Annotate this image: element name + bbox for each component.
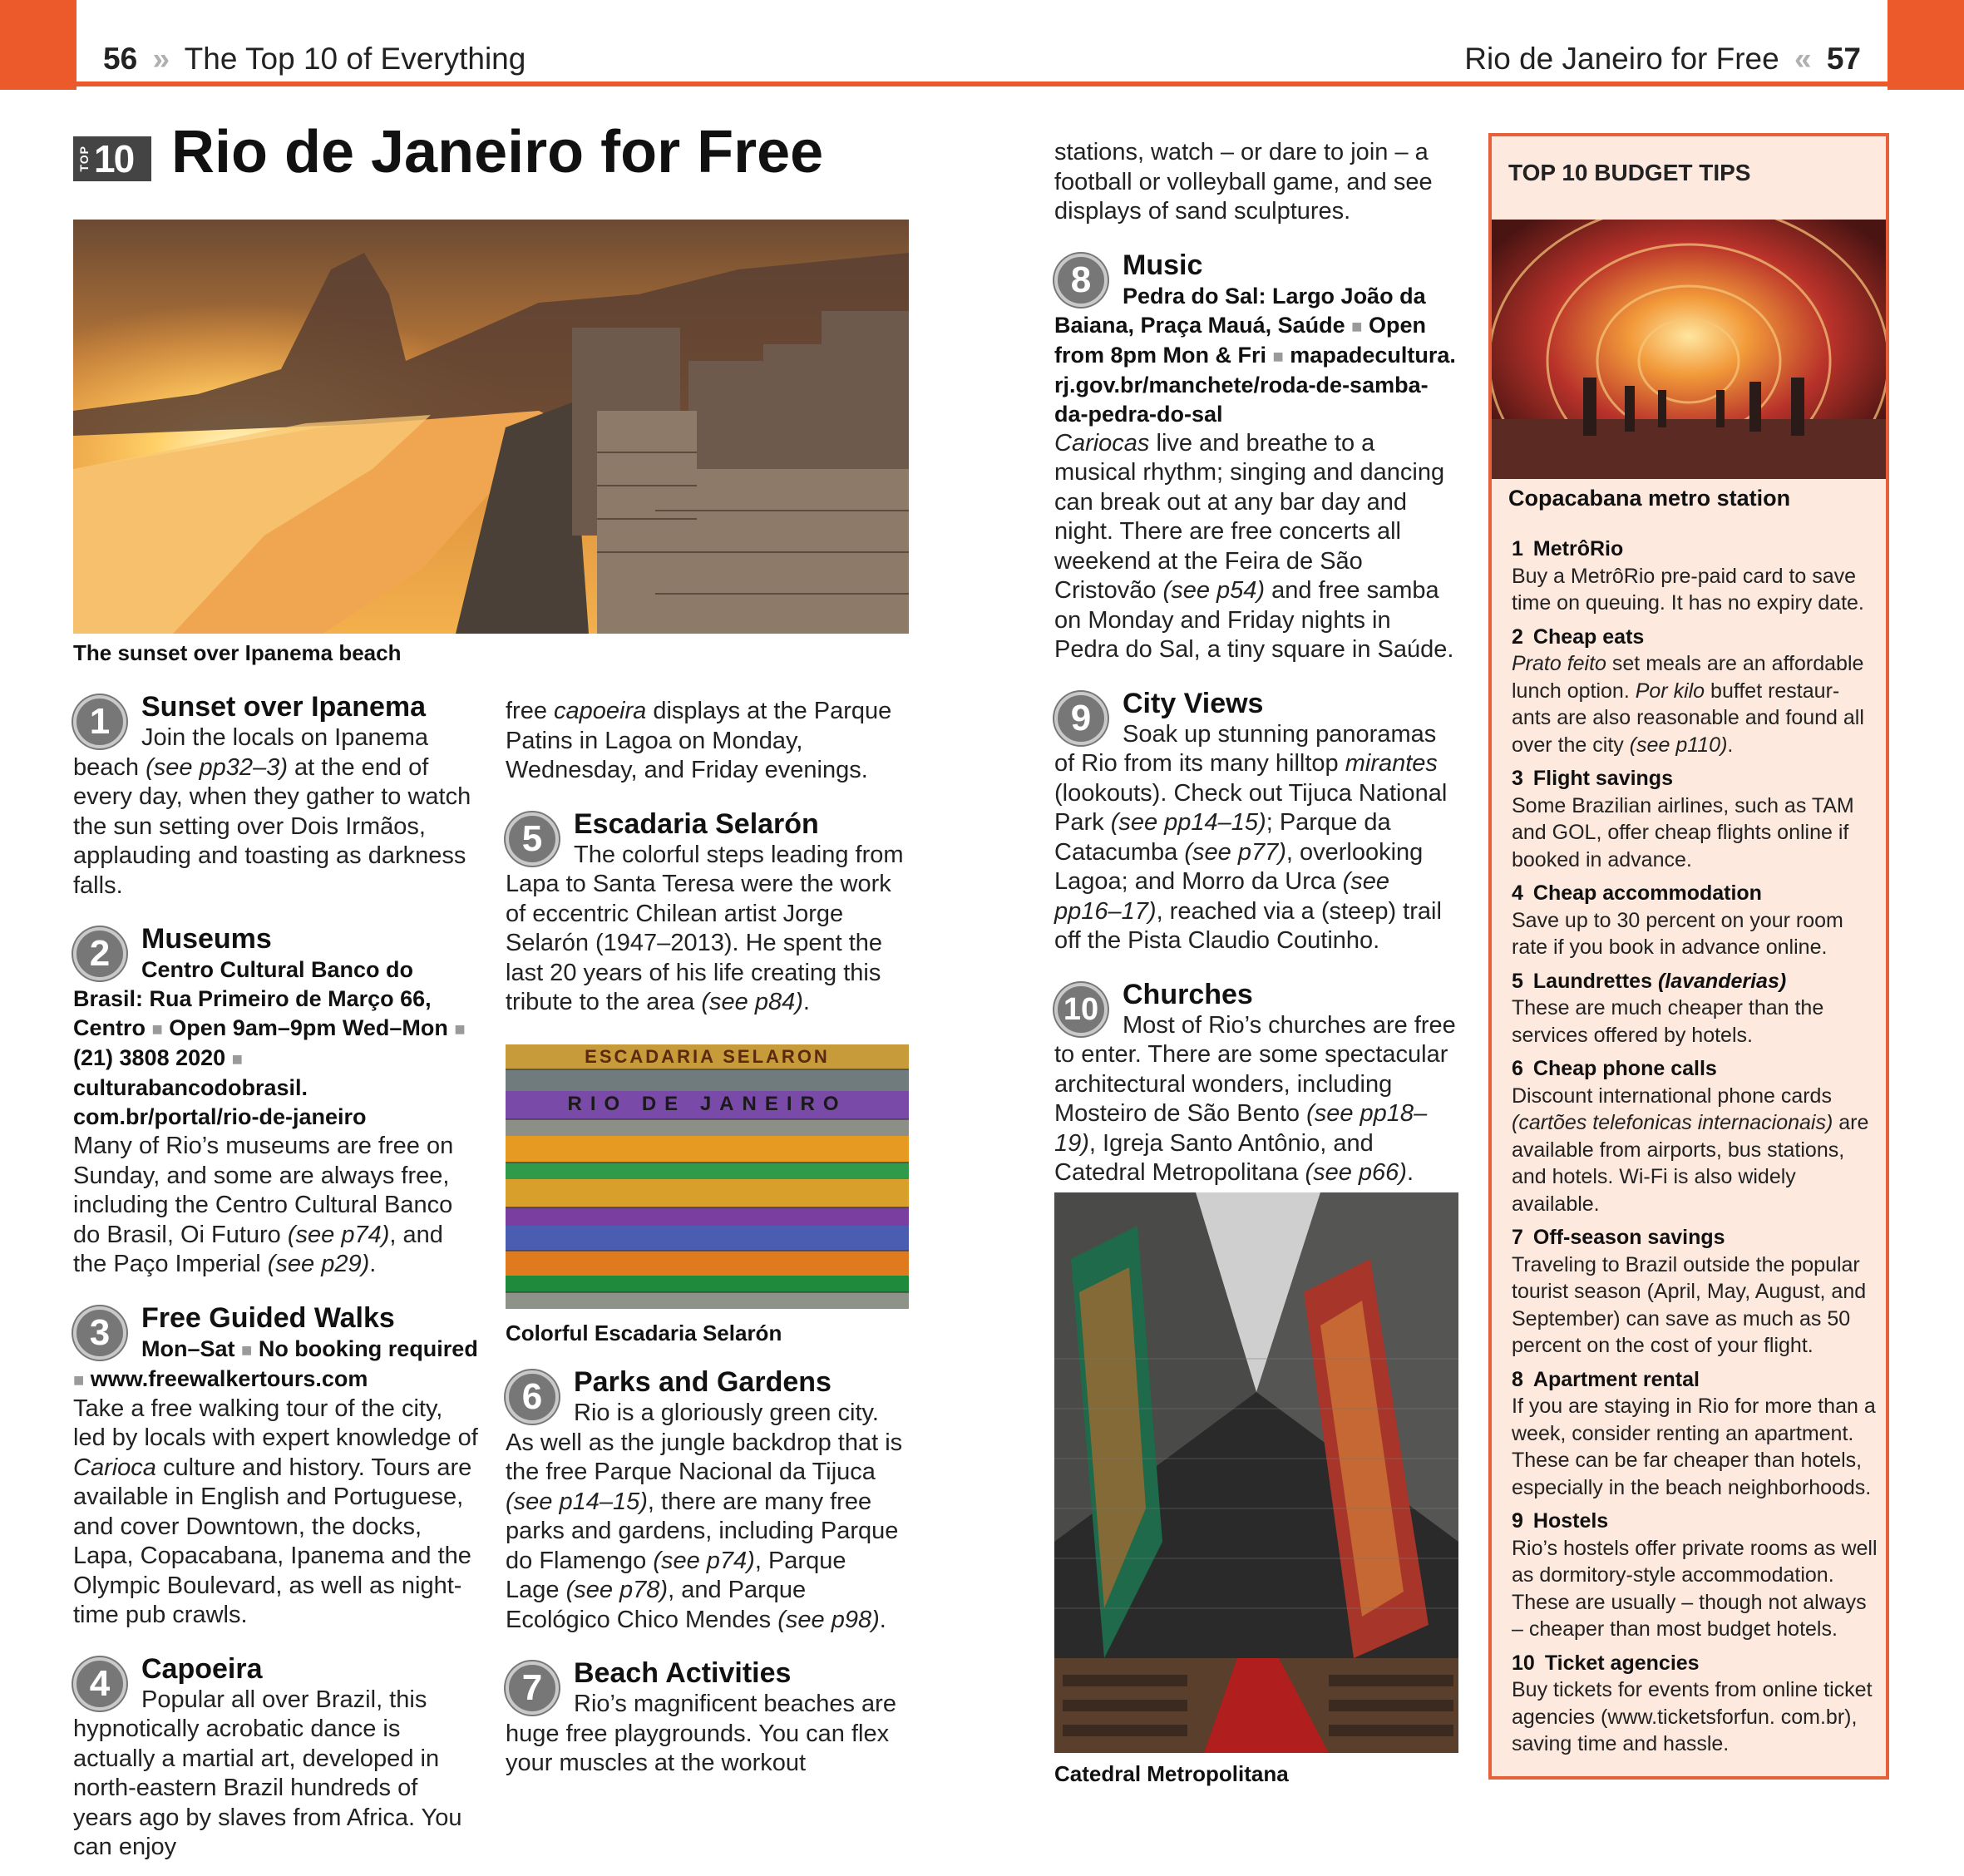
item-body: Rio is a gloriously green city. As well as the jungle backdrop that is the free Parque Nacional da Tijuca (see p14–15), there are many free parks and gardens, including Parque do Flamengo (see p74), Parque Lage (see p78), and Parque Ecológico Chico Mendes (see p98).: [506, 1400, 903, 1633]
list-item: [73, 690, 481, 901]
budget-tip-heading: Flight savings: [1532, 767, 1673, 790]
budget-tip-title: [1512, 624, 1878, 651]
list-item: [1054, 978, 1462, 1188]
budget-tip: [1512, 1366, 1878, 1502]
item-info: Pedra do Sal: Largo João da Baiana, Praça Mauá, Saúde ■ Open from 8pm Mon & Fri ■ mapadecultura. rj.gov.br/manchete/roda-de-samba-da-pedra-do-sal: [1054, 283, 1456, 427]
item-title: Capoeira: [141, 1652, 263, 1685]
sidebar-photo-caption: Copacabana metro station: [1508, 486, 1791, 511]
item-body: Rio’s magnificent beaches are huge free playgrounds. You can flex your muscles at the workout: [506, 1691, 896, 1776]
selaron-sign-top: ESCADARIA SELARON: [585, 1046, 830, 1067]
column-2: [506, 697, 906, 1039]
column-2-lower: [506, 1365, 906, 1800]
catedral-metropolitana-photo: [1054, 1192, 1458, 1753]
item-number-badge: 3: [73, 1306, 126, 1360]
item-body: Soak up stunning panoramas of Rio from its many hilltop mirantes (lookouts). Check out Tijuca National Park (see pp14–15); Parque da Catacumba (see p77), overlooking Lagoa; and Morro da Urca (see pp16–17), reached via a (steep) trail off the Pista Claudio Coutinho.: [1054, 720, 1448, 954]
item-number-badge: 10: [1054, 983, 1108, 1036]
item-info: Mon–Sat ■ No booking required ■ www.freewalkertours.com: [73, 1335, 478, 1391]
item-body: free capoeira displays at the Parque Patins in Lagoa on Monday, Wednesday, and Friday evenings.: [506, 698, 892, 783]
item-number-badge: 6: [506, 1370, 559, 1424]
budget-tip-title: [1512, 1650, 1878, 1677]
budget-tip-title: [1512, 536, 1878, 563]
budget-tip-title: [1512, 1224, 1878, 1251]
budget-tips-sidebar: [1488, 133, 1889, 1780]
top10-badge-top: TOP: [77, 146, 91, 172]
item-title: City Views: [1123, 687, 1264, 719]
item-title: Parks and Gardens: [574, 1366, 831, 1398]
item-body: The colorful steps leading from Lapa to Santa Teresa were the work of eccentric Chilean artist Jorge Selarón (1947–2013). He spent the last 20 years of his life creating this tribute to the area (see p84).: [506, 841, 904, 1015]
budget-tip: [1512, 1055, 1878, 1217]
budget-tip-body: Discount international phone cards (cartões telefonicas internacionais) are available from airports, bus stations, and hotels. Wi-Fi is also widely available.: [1512, 1084, 1869, 1216]
budget-tip-number: 5: [1512, 969, 1523, 993]
chevron-left-icon: «: [1794, 42, 1812, 76]
ipanema-sunset-photo: [73, 220, 909, 634]
list-item: [1054, 687, 1462, 956]
budget-tip-body: Prato feito set meals are an affordable lunch option. Por kilo buffet restaur-ants are also reasonable and found all over the city (see p110).: [1512, 652, 1864, 757]
budget-tip-number: 4: [1512, 881, 1523, 905]
budget-tip: [1512, 1508, 1878, 1643]
budget-tip-number: 1: [1512, 537, 1523, 560]
budget-tip-body: These are much cheaper than the services offered by hotels.: [1512, 996, 1824, 1047]
copacabana-metro-photo: [1492, 220, 1886, 479]
chevron-right-icon: »: [152, 42, 170, 76]
running-header-left: [103, 42, 526, 77]
budget-tip-title: [1512, 968, 1878, 995]
top10-badge: [73, 136, 151, 181]
budget-tip: [1512, 536, 1878, 617]
list-item: [506, 1365, 906, 1635]
item-number-badge: 5: [506, 812, 559, 866]
item-body: Many of Rio’s museums are free on Sunday, and some are always free, including the Centro Cultural Banco do Brasil, Oi Futuro (see p74), and the Paço Imperial (see p29).: [73, 1133, 454, 1277]
budget-tip-title: [1512, 1366, 1878, 1394]
escadaria-selaron-photo: [506, 1044, 909, 1309]
budget-tip-heading: Hostels: [1532, 1509, 1609, 1533]
budget-tip-heading: Cheap phone calls: [1532, 1057, 1717, 1080]
budget-tip-body: Buy tickets for events from online ticket agencies (www.ticketsforfun. com.br), saving time and hassle.: [1512, 1678, 1873, 1755]
budget-tip-body: If you are staying in Rio for more than a week, consider renting an apartment. These can be far cheaper than hotels, especially in the beach neighborhoods.: [1512, 1395, 1876, 1499]
budget-tip-heading: Apartment rental: [1532, 1367, 1700, 1391]
selaron-caption: Colorful Escadaria Selarón: [506, 1321, 782, 1345]
item-body: Popular all over Brazil, this hypnotically acrobatic dance is actually a martial art, developed in north-eastern Brazil hundreds of years ago by slaves from Africa. You can enjoy: [73, 1686, 462, 1860]
item-number-badge: 8: [1054, 254, 1108, 307]
item-body: Cariocas live and breathe to a musical rhythm; singing and dancing can break out at any bar day and night. There are free concerts all weekend at the Feira de São Cristovão (see p54) and free samba on Monday and Friday nights in Pedra do Sal, a tiny square in Saúde.: [1054, 429, 1454, 663]
sidebar-title: TOP 10 BUDGET TIPS: [1508, 160, 1751, 185]
budget-tip: [1512, 968, 1878, 1049]
left-page-number: 56: [103, 42, 138, 76]
budget-tip-heading: Cheap accommodation: [1532, 881, 1762, 905]
item-number-badge: 1: [73, 695, 126, 748]
budget-tip-number: 8: [1512, 1367, 1523, 1391]
budget-tip: [1512, 624, 1878, 759]
budget-tip-title: [1512, 1508, 1878, 1535]
budget-tip-heading: MetrôRio: [1532, 537, 1624, 560]
item-body: stations, watch – or dare to join – a football or volleyball game, and see displays of sand sculptures.: [1054, 139, 1433, 225]
column-1: [73, 690, 481, 1876]
list-item: [506, 1656, 906, 1779]
item-title: Beach Activities: [574, 1657, 792, 1689]
budget-tip-heading: Laundrettes (lavanderias): [1532, 969, 1787, 993]
budget-tip-number: 6: [1512, 1057, 1523, 1080]
budget-tip: [1512, 1224, 1878, 1360]
item-number-badge: 9: [1054, 692, 1108, 745]
budget-tip-number: 7: [1512, 1226, 1523, 1249]
budget-tip: [1512, 765, 1878, 873]
list-item: [73, 1652, 481, 1863]
item-title: Churches: [1123, 978, 1253, 1010]
list-item: [73, 1301, 481, 1631]
budget-tip-title: [1512, 880, 1878, 907]
budget-tip-body: Save up to 30 percent on your room rate if you book in advance online.: [1512, 908, 1843, 959]
top10-badge-num: 10: [94, 137, 134, 180]
budget-tip-body: Some Brazilian airlines, such as TAM and GOL, offer cheap flights online if booked in advance.: [1512, 793, 1854, 871]
budget-tip: [1512, 1650, 1878, 1758]
list-item: [73, 922, 481, 1280]
list-item-continued: [506, 697, 906, 786]
running-header-right: [1464, 42, 1861, 77]
budget-tip-number: 9: [1512, 1509, 1523, 1533]
budget-tip-body: Traveling to Brazil outside the popular tourist season (April, May, August, and September) can save as much as 50 percent on the cost of your flight.: [1512, 1252, 1867, 1357]
budget-tip-number: 2: [1512, 625, 1523, 649]
list-item-continued: [1054, 138, 1462, 227]
budget-tip-heading: Cheap eats: [1532, 625, 1645, 649]
budget-tips-list: [1512, 536, 1878, 1765]
budget-tip-heading: Off-season savings: [1532, 1226, 1725, 1249]
right-page-number: 57: [1826, 42, 1861, 76]
item-number-badge: 4: [73, 1657, 126, 1711]
left-running-title: The Top 10 of Everything: [184, 42, 526, 76]
selaron-sign-rio: RIO DE JANEIRO: [567, 1093, 847, 1115]
item-title: Free Guided Walks: [141, 1301, 395, 1334]
ipanema-caption: The sunset over Ipanema beach: [73, 640, 402, 665]
item-number-badge: 2: [73, 927, 126, 980]
cathedral-caption: Catedral Metropolitana: [1054, 1761, 1289, 1786]
item-body: Take a free walking tour of the city, led by locals with expert knowledge of Carioca culture and history. Tours are available in English and Portuguese, and cover Downtown, the docks, Lapa, Copacabana, Ipanema and the Olympic Boulevard, as well as night-time pub crawls.: [73, 1395, 478, 1628]
budget-tip-title: [1512, 765, 1878, 792]
item-number-badge: 7: [506, 1661, 559, 1715]
item-title: Sunset over Ipanema: [141, 691, 427, 723]
list-item: [1054, 249, 1462, 665]
item-info: Centro Cultural Banco do Brasil: Rua Primeiro de Março 66, Centro ■ Open 9am–9pm Wed–Mon ■ (21) 3808 2020 ■ culturabancodobrasil. com.br/portal/rio-de-janeiro: [73, 957, 466, 1129]
budget-tip-title: [1512, 1055, 1878, 1083]
budget-tip: [1512, 880, 1878, 961]
item-title: Museums: [141, 923, 272, 955]
item-body: Most of Rio’s churches are free to enter. There are some spectacular architectural wonders, including Mosteiro de São Bento (see pp18–19), Igreja Santo Antônio, and Catedral Metropolitana (see p66).: [1054, 1011, 1456, 1186]
item-title: Music: [1123, 249, 1203, 281]
item-body: Join the locals on Ipanema beach (see pp32–3) at the end of every day, when they gather to watch the sun setting over Dois Irmãos, applauding and toasting as darkness falls.: [73, 724, 471, 899]
right-running-title: Rio de Janeiro for Free: [1464, 42, 1779, 76]
item-title: Escadaria Selarón: [574, 807, 819, 840]
page-title: Rio de Janeiro for Free: [171, 119, 824, 185]
budget-tip-heading: Ticket agencies: [1544, 1651, 1700, 1675]
right-edge-bar: [1888, 0, 1964, 90]
budget-tip-number: 10: [1512, 1651, 1535, 1675]
left-edge-bar: [0, 0, 76, 90]
budget-tip-body: Rio’s hostels offer private rooms as well as dormitory-style accommodation. These are usually – though not always – cheaper than most budget hotels.: [1512, 1536, 1878, 1641]
budget-tip-body: Buy a MetrôRio pre-paid card to save time on queuing. It has no expiry date.: [1512, 564, 1864, 615]
list-item: [506, 807, 906, 1018]
column-3: [1054, 138, 1462, 1210]
budget-tip-number: 3: [1512, 767, 1523, 790]
